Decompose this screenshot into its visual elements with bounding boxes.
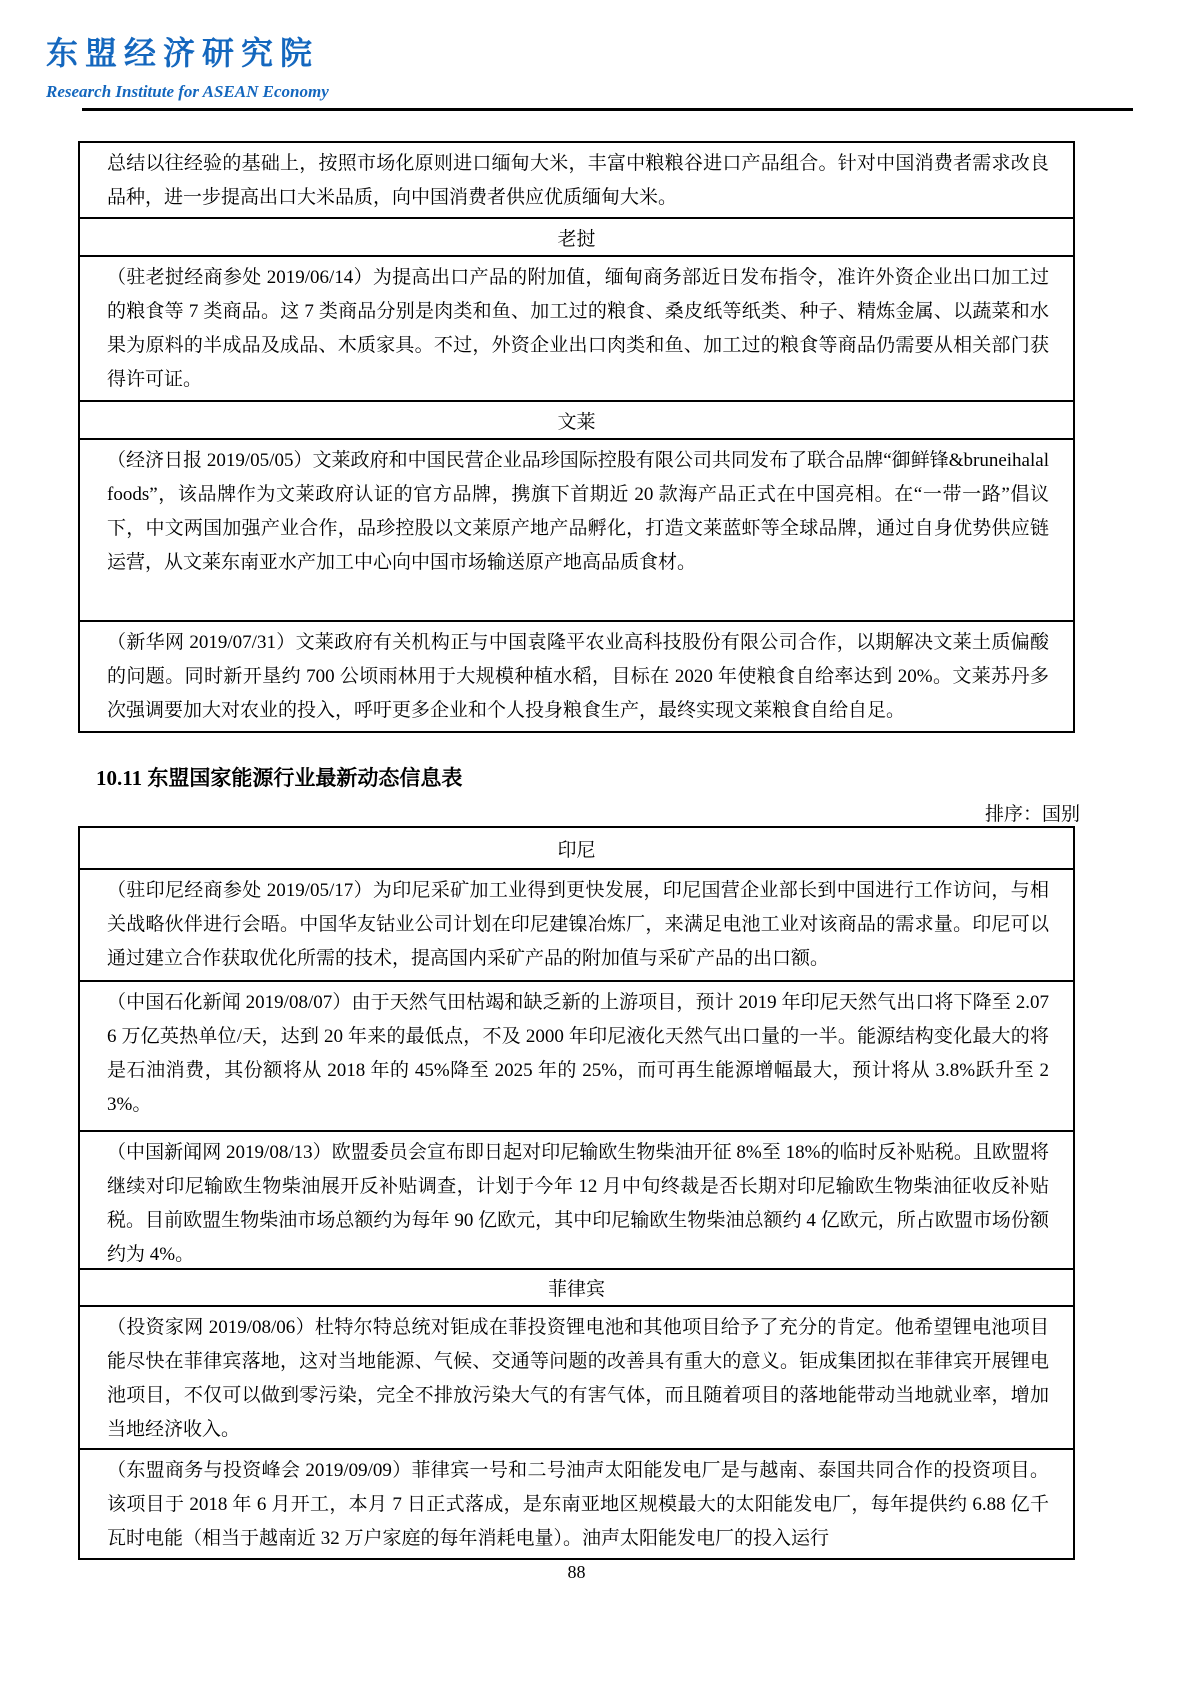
table-row <box>80 1305 1073 1448</box>
country-header-laos <box>80 217 1073 255</box>
news-item-text: 总结以往经验的基础上，按照市场化原则进口缅甸大米，丰富中粮粮谷进口产品组合。针对中国消费者需求改良品种，进一步提高出口大米品质，向中国消费者供应优质缅甸大米。 <box>107 153 1049 208</box>
country-label: 文莱 <box>557 411 596 433</box>
news-item-text: （中国新闻网 2019/08/13）欧盟委员会宣布即日起对印尼输欧生物柴油开征 8%至 18%的临时反补贴税。且欧盟将继续对印尼输欧生物柴油展开反补贴调查，计划于今年 12 月中旬终裁是否长期对印尼输欧生物柴油征收反补贴税。目前欧盟生物柴油市场总额约为每年 90 亿欧元，其中印尼输欧生物柴油总额约 4 亿欧元，所占欧盟市场份额约为 4%。 <box>107 1142 1049 1265</box>
table-row <box>80 980 1073 1130</box>
page-number: 88 <box>567 1562 586 1582</box>
news-item-text: （经济日报 2019/05/05）文莱政府和中国民营企业品珍国际控股有限公司共同发布了联合品牌“御鲜锋&bruneihalalfoods”，该品牌作为文莱政府认证的官方品牌，携旗下首期近 20 款海产品正式在中国亮相。在“一带一路”倡议下，中文两国加强产业合作，品珍控股以文莱原产地产品孵化，打造文莱蓝虾等全球品牌，通过自身优势供应链运营，从文莱东南亚水产加工中心向中国市场输送原产地高品质食材。 <box>107 450 1049 573</box>
table-row <box>80 620 1073 731</box>
country-label: 老挝 <box>557 228 596 250</box>
table-row <box>80 143 1073 217</box>
news-item-text: （东盟商务与投资峰会 2019/09/09）菲律宾一号和二号油声太阳能发电厂是与越南、泰国共同合作的投资项目。该项目于 2018 年 6 月开工，本月 7 日正式落成，是东南亚地区规模最大的太阳能发电厂，每年提供约 6.88 亿千瓦时电能（相当于越南近 32 万户家庭的每年消耗电量）。油声太阳能发电厂的投入运行 <box>107 1460 1049 1549</box>
news-item-text: （新华网 2019/07/31）文莱政府有关机构正与中国袁隆平农业高科技股份有限公司合作，以期解决文莱土质偏酸的问题。同时新开垦约 700 公顷雨林用于大规模种植水稻，目标在 2020 年使粮食自给率达到 20%。文莱苏丹多次强调要加大对农业的投入，呼吁更多企业和个人投身粮食生产，最终实现文莱粮食自给自足。 <box>107 632 1049 721</box>
news-item-text: （驻老挝经商参处 2019/06/14）为提高出口产品的附加值，缅甸商务部近日发布指令，准许外资企业出口加工过的粮食等 7 类商品。这 7 类商品分别是肉类和鱼、加工过的粮食、桑皮纸等纸类、种子、精炼金属、以蔬菜和水果为原料的半成品及成品、木质家具。不过，外资企业出口肉类和鱼、加工过的粮食等商品仍需要从相关部门获得许可证。 <box>107 267 1049 390</box>
sort-note: 排序：国别 <box>984 804 1080 825</box>
table-row <box>80 438 1073 620</box>
country-label: 菲律宾 <box>547 1279 605 1300</box>
table-row <box>80 868 1073 980</box>
country-label: 印尼 <box>557 839 596 861</box>
section-heading: 10.11 东盟国家能源行业最新动态信息表 <box>96 766 463 790</box>
header-divider <box>82 108 1133 111</box>
table-row <box>80 1448 1073 1558</box>
news-item-text: （中国石化新闻 2019/08/07）由于天然气田枯竭和缺乏新的上游项目，预计 2019 年印尼天然气出口将下降至 2.076 万亿英热单位/天，达到 20 年来的最低点，不及 2000 年印尼液化天然气出口量的一半。能源结构变化最大的将是石油消费，其份额将从 2018 年的 45%降至 2025 年的 25%，而可再生能源增幅最大，预计将从 3.8%跃升至 23%。 <box>107 992 1049 1115</box>
news-item-text: （驻印尼经商参处 2019/05/17）为印尼采矿加工业得到更快发展，印尼国营企业部长到中国进行工作访问，与相关战略伙伴进行会晤。中国华友钴业公司计划在印尼建镍冶炼厂，来满足电池工业对该商品的需求量。印尼可以通过建立合作获取优化所需的技术，提高国内采矿产品的附加值与采矿产品的出口额。 <box>107 880 1049 969</box>
table-row <box>80 1130 1073 1268</box>
logo-title: 东盟经济研究院 <box>46 35 320 71</box>
country-header-indonesia <box>80 828 1073 868</box>
country-header-philippines <box>80 1268 1073 1305</box>
table-row <box>80 255 1073 400</box>
country-header-brunei <box>80 400 1073 438</box>
logo-subtitle: Research Institute for ASEAN Economy <box>46 82 329 101</box>
news-item-text: （投资家网 2019/08/06）杜特尔特总统对钜成在菲投资锂电池和其他项目给予了充分的肯定。他希望锂电池项目能尽快在菲律宾落地，这对当地能源、气候、交通等问题的改善具有重大的意义。钜成集团拟在菲律宾开展锂电池项目，不仅可以做到零污染，完全不排放污染大气的有害气体，而且随着项目的落地能带动当地就业率，增加当地经济收入。 <box>107 1317 1049 1440</box>
energy-news-table <box>78 826 1075 1560</box>
trade-news-table <box>78 141 1075 733</box>
header-logo <box>46 28 329 102</box>
